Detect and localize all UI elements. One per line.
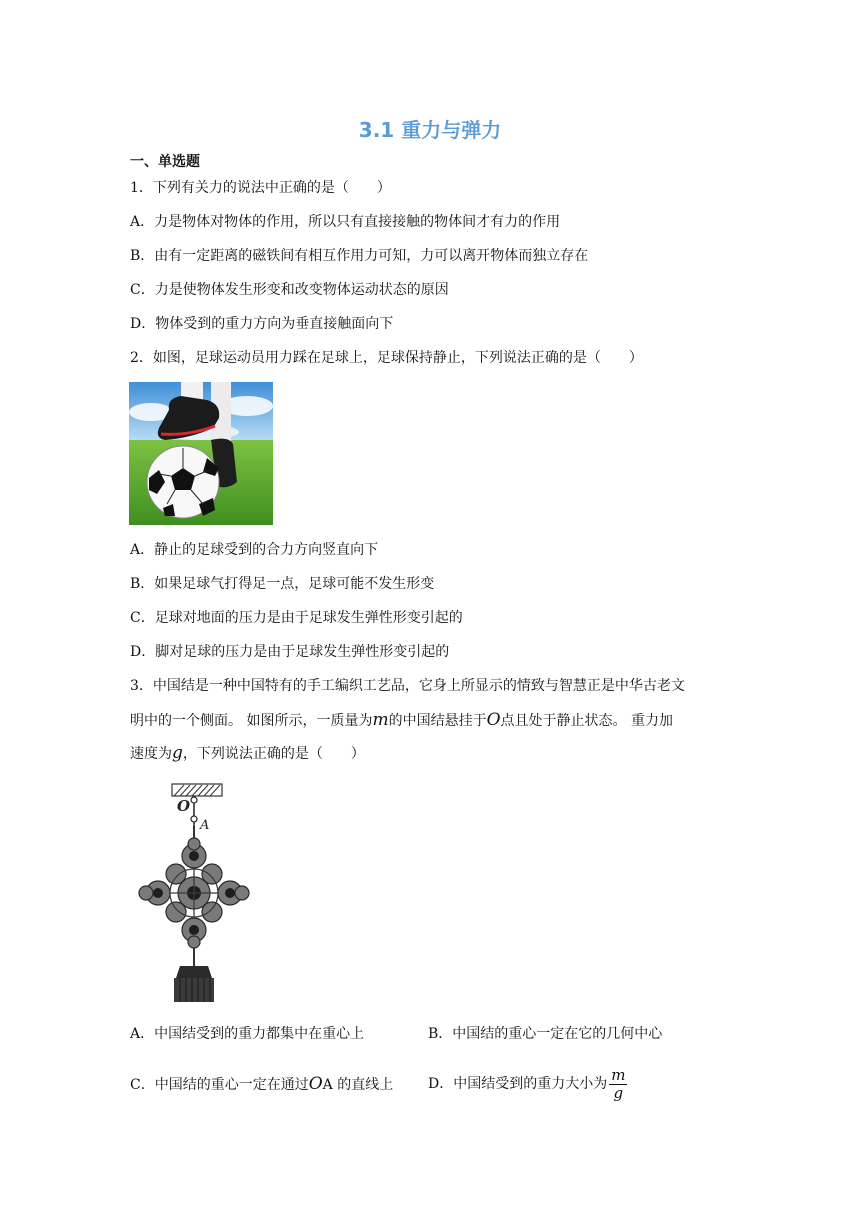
q3-line2-text-b: 的中国结悬挂于 [388,713,487,729]
q3-option-c-text-a: C．中国结的重心一定在通过 [130,1077,309,1093]
question-3-option-c [130,1074,393,1095]
soccer-ball-photo [129,382,273,525]
question-3-stem-line-3 [130,743,365,764]
question-2-option-d: D．脚对足球的压力是由于足球发生弹性形变引起的 [130,644,450,660]
question-3-option-a: A．中国结受到的重力都集中在重心上 [130,1026,365,1042]
q3-line3-text-b: ，下列说法正确的是（ ） [182,746,365,762]
q3-line3-text-a: 速度为 [130,746,172,762]
point-o-symbol: O [486,710,501,730]
gravity-symbol: g [172,743,183,763]
question-2-option-c: C．足球对地面的压力是由于足球发生弹性形变引起的 [130,610,463,626]
question-2-option-b: B．如果足球气打得足一点，足球可能不发生形变 [130,576,435,592]
q3-line2-text-a: 明中的一个侧面。 如图所示，一质量为 [130,713,373,729]
question-1-option-b: B．由有一定距离的磁铁间有相互作用力可知，力可以离开物体而独立存在 [130,248,589,264]
question-3-option-d [428,1064,627,1104]
question-2-stem: 2．如图，足球运动员用力踩在足球上，足球保持静止，下列说法正确的是（ ） [130,350,643,366]
page-title: 3.1 重力与弹力 [358,118,502,142]
mass-symbol: m [372,710,389,730]
question-1-option-a: A．力是物体对物体的作用，所以只有直接接触的物体间才有力的作用 [130,214,561,230]
question-3-option-b: B．中国结的重心一定在它的几何中心 [428,1026,663,1042]
fraction-numerator: m [611,1065,626,1084]
section-heading: 一、单选题 [130,154,200,170]
figure-label-o: O [177,797,191,815]
q3-line2-text-c: 点且处于静止状态。 重力加 [500,713,673,729]
question-1-stem: 1．下列有关力的说法中正确的是（ ） [130,180,391,196]
question-2-option-a: A．静止的足球受到的合力方向竖直向下 [130,542,379,558]
question-1-option-c: C．力是使物体发生形变和改变物体运动状态的原因 [130,282,449,298]
fraction-denominator: g [613,1083,624,1102]
question-3-stem-line-2 [130,710,673,731]
chinese-knot-figure [130,782,254,1004]
q3-option-d-text: D．中国结受到的重力大小为 [428,1076,608,1092]
figure-label-a: A [200,818,210,833]
question-1-option-d: D．物体受到的重力方向为垂直接触面向下 [130,316,394,332]
question-3-stem-line-1: 3．中国结是一种中国特有的手工编织工艺品，它身上所显示的情致与智慧正是中华古老文 [130,678,685,694]
q3-option-c-text-b: A 的直线上 [322,1077,394,1093]
chinese-knot-illustration [130,782,254,1004]
q3-option-c-o-symbol: O [308,1074,323,1094]
soccer-photo-illustration [129,382,273,525]
mass-over-gravity-fraction [609,1067,627,1102]
